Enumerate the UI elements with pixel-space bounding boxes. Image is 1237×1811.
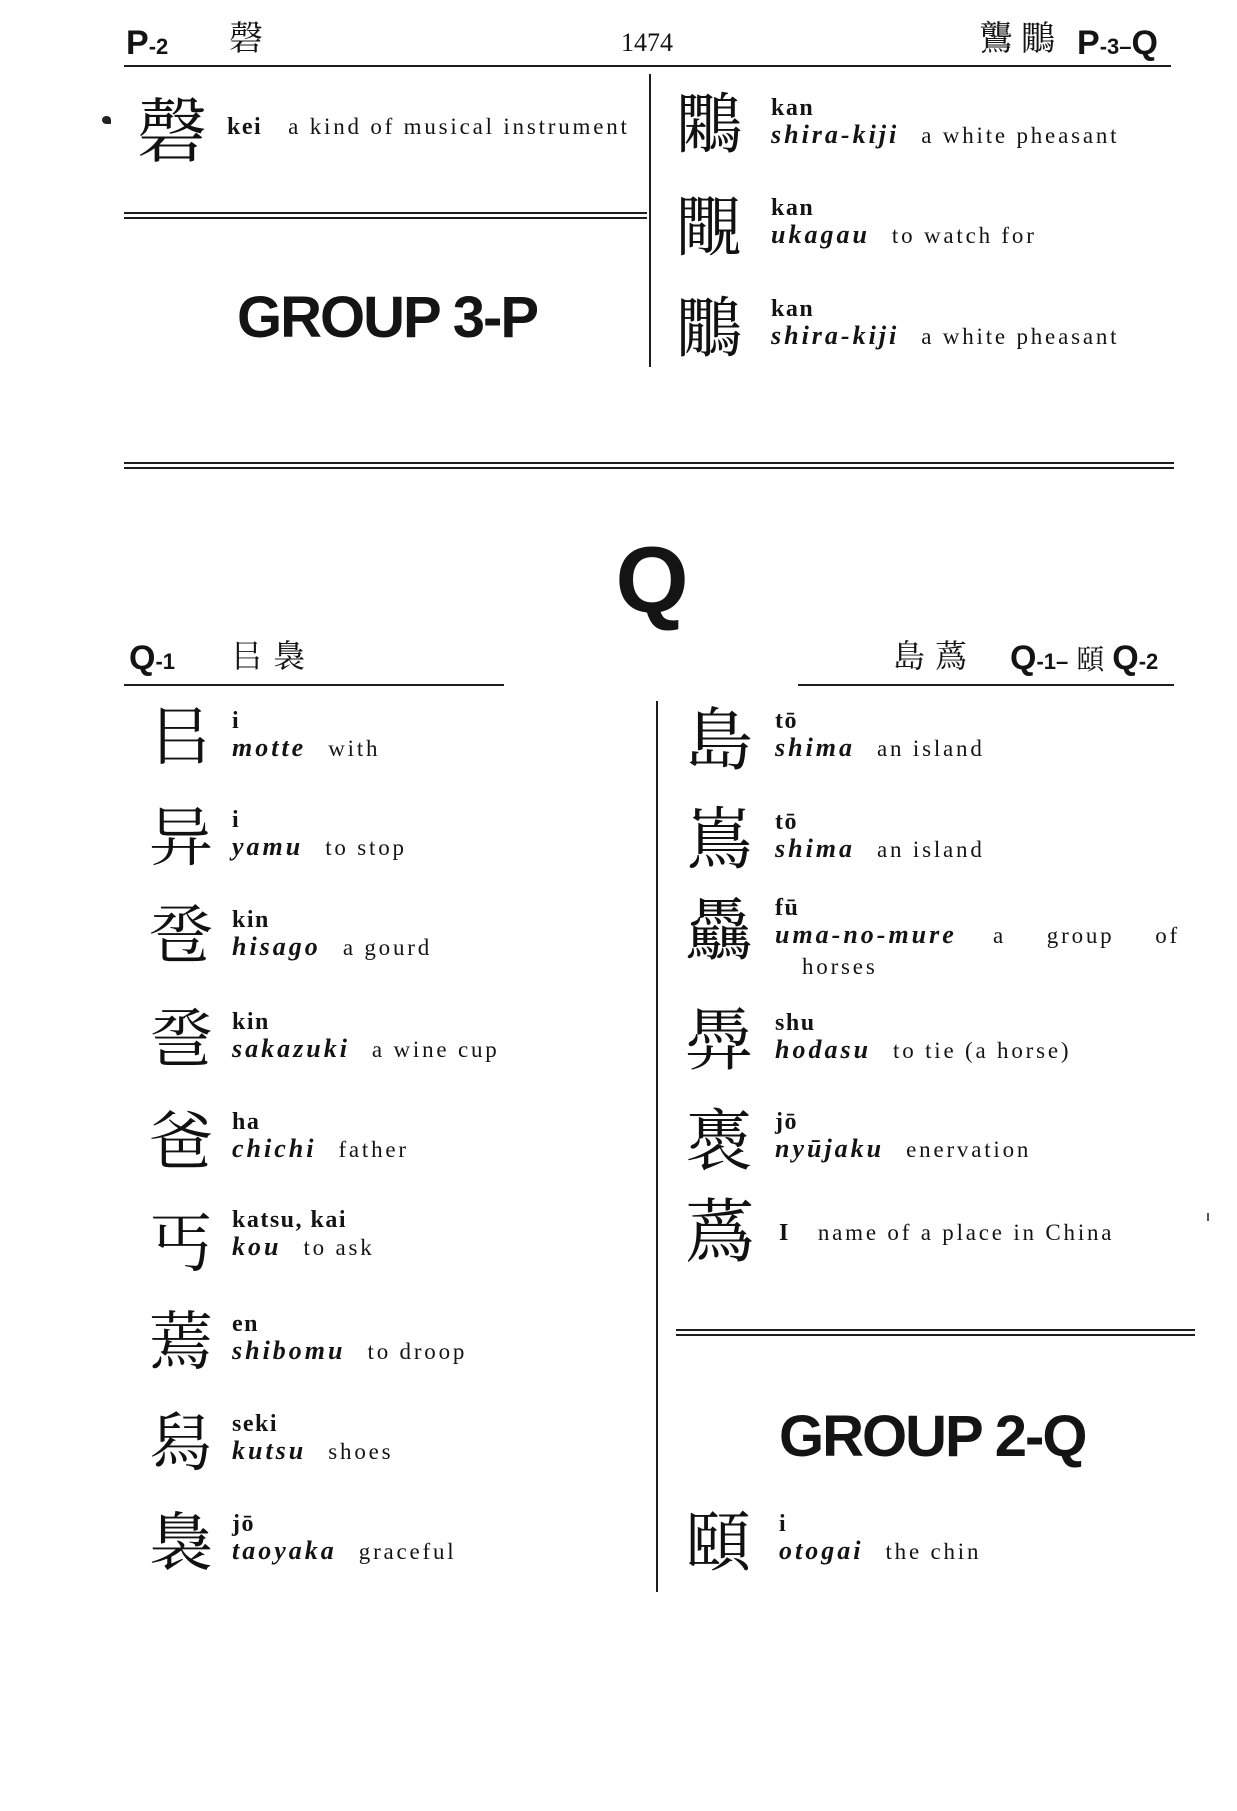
entry-kanji: 丐 <box>149 1208 213 1282</box>
entry-meaning: a gourd <box>342 935 433 960</box>
entry-reading: kin <box>232 1009 270 1035</box>
entry-romaji: chichi <box>232 1134 317 1163</box>
entry-line <box>227 113 630 144</box>
entry-reading: i <box>232 708 241 734</box>
entry-romaji: ukagau <box>771 220 870 249</box>
entry-kanji: 褭 <box>685 1103 754 1182</box>
entry-reading: seki <box>232 1411 279 1437</box>
header-left-code-num: -2 <box>148 34 169 59</box>
double-rule-3p <box>124 212 647 219</box>
q1-left-code-num: -1 <box>155 649 176 674</box>
entry-kanji: 嶌 <box>685 801 754 880</box>
entry-line <box>771 322 1119 354</box>
entry-romaji: taoyaka <box>232 1536 337 1565</box>
entry-reading: ha <box>232 1109 261 1135</box>
entry-kanji: 鷴 <box>676 86 742 163</box>
entry-romaji: kutsu <box>232 1436 307 1465</box>
entry-reading: tō <box>775 708 798 734</box>
entry-romaji: hisago <box>232 932 321 961</box>
entry-right-4 <box>685 1002 1072 1081</box>
entry-line <box>775 1036 1071 1068</box>
q1-right-header-rule <box>798 684 1174 686</box>
entry-meaning: graceful <box>358 1539 457 1564</box>
entry-reading: shu <box>775 1010 816 1036</box>
entry-romaji: uma-no-mure <box>775 920 957 949</box>
q1-left-code-letter: Q <box>129 639 156 677</box>
entry-meaning: to droop <box>367 1339 468 1364</box>
q1-right-code1-letter: Q <box>1010 639 1037 677</box>
entry-line <box>775 921 1180 953</box>
entry-kanji: 裊 <box>149 1507 213 1581</box>
entry-kanji: 异 <box>149 802 213 876</box>
entry-romaji: otogai <box>779 1536 864 1565</box>
entry-meaning-line2: horses <box>802 954 878 979</box>
section-letter: Q <box>615 527 689 632</box>
entry-kanji: 㠯 <box>149 701 213 775</box>
entry-left-6 <box>149 1207 375 1282</box>
entry-romaji: shima <box>775 733 856 762</box>
entry-kanji: 卺 <box>149 900 213 974</box>
q1-right-code2-num: -2 <box>1138 649 1159 674</box>
entry-kanji: 舄 <box>149 1407 213 1481</box>
entry-kei <box>137 91 630 173</box>
group-title-3p: GROUP 3-P <box>237 285 538 350</box>
entry-line <box>232 1135 409 1167</box>
entry-meaning: a white pheasant <box>921 324 1120 349</box>
entry-meaning: to ask <box>303 1235 375 1260</box>
q1-right-code-kanji: 頤 <box>1076 643 1105 676</box>
entry-right-5 <box>685 1103 1032 1182</box>
entry-reading: i <box>232 807 241 833</box>
double-rule-section <box>124 462 1174 469</box>
entry-line <box>771 121 1119 153</box>
entry-reading: jō <box>232 1511 255 1537</box>
header-right-code <box>1077 26 1158 60</box>
entry-kanji: 爸 <box>149 1106 213 1180</box>
margin-mark <box>102 116 111 124</box>
entry-reading: en <box>232 1311 259 1337</box>
entry-kan-2 <box>676 189 1037 266</box>
entry-meaning: a wine cup <box>371 1037 500 1062</box>
entry-left-2 <box>149 802 407 876</box>
column-divider-bottom <box>656 701 658 1592</box>
entry-romaji: yamu <box>232 832 304 861</box>
entry-kanji: 頤 <box>685 1504 751 1581</box>
entry-kanji: 蔿 <box>685 1191 755 1273</box>
entry-line <box>775 835 985 867</box>
entry-reading: kei <box>227 114 263 140</box>
entry-meaning: with <box>328 736 381 761</box>
entry-romaji: hodasu <box>775 1035 872 1064</box>
entry-line <box>232 1337 467 1369</box>
entry-right-2 <box>685 801 985 880</box>
header-right-code-letter2: Q <box>1131 24 1158 62</box>
entry-kanji: 覸 <box>676 189 742 266</box>
q1-right-code1-mid: -1– <box>1036 649 1069 674</box>
q1-left-header-kanji: 㠯 裊 <box>231 637 306 675</box>
entry-meaning: a white pheasant <box>921 123 1120 148</box>
header-left-kanji: 磬 <box>229 19 271 59</box>
entry-romaji: shibomu <box>232 1336 346 1365</box>
entry-romaji: nyūjaku <box>775 1134 885 1163</box>
entry-reading: jō <box>775 1109 798 1135</box>
entry-line <box>232 1437 393 1469</box>
entry-line <box>771 221 1037 253</box>
entry-line <box>775 1135 1031 1167</box>
q1-left-header-rule <box>124 684 504 686</box>
double-rule-2q <box>676 1329 1195 1336</box>
entry-meaning: to stop <box>325 835 407 860</box>
entry-meaning: the chin <box>885 1539 982 1564</box>
entry-reading: kan <box>771 296 815 322</box>
entry-left-5 <box>149 1106 409 1180</box>
entry-romaji: shira-kiji <box>771 120 900 149</box>
entry-left-1 <box>149 701 381 775</box>
entry-left-9 <box>149 1507 457 1581</box>
entry-group2q-1 <box>685 1504 982 1581</box>
entry-kanji: 馵 <box>685 1002 754 1081</box>
entry-meaning: an island <box>877 736 985 761</box>
entry-reading: kan <box>771 95 815 121</box>
entry-left-3 <box>149 900 433 974</box>
group-title-2q: GROUP 2-Q <box>779 1404 1086 1469</box>
header-rule <box>124 65 1171 67</box>
entry-reading: kin <box>232 907 270 933</box>
entry-meaning: an island <box>877 837 985 862</box>
header-right-code-letter1: P <box>1077 24 1100 62</box>
entry-line <box>232 1233 375 1265</box>
entry-line <box>232 833 407 865</box>
entry-kanji: 巹 <box>149 1003 213 1077</box>
entry-meaning: shoes <box>328 1439 394 1464</box>
entry-meaning-line1: a group of <box>993 923 1180 948</box>
entry-reading: fū <box>775 895 800 921</box>
header-right-code-mid: -3– <box>1099 34 1132 59</box>
entry-right-1 <box>685 702 985 781</box>
q1-right-header-kanji: 島 蔿 <box>893 637 968 675</box>
entry-romaji: sakazuki <box>232 1034 350 1063</box>
entry-line <box>779 1219 1114 1250</box>
column-divider-top <box>649 74 651 367</box>
entry-right-6 <box>685 1191 1115 1273</box>
entry-right-3 <box>685 892 1180 984</box>
entry-line <box>232 734 380 766</box>
entry-reading: kan <box>771 195 815 221</box>
entry-meaning: enervation <box>906 1137 1032 1162</box>
entry-kan-1 <box>676 86 1120 163</box>
entry-kanji: 驫 <box>685 892 754 971</box>
entry-kanji: 鷳 <box>676 290 742 367</box>
header-right-kanji: 鸗鷳 <box>979 19 1063 59</box>
entry-left-4 <box>149 1003 500 1077</box>
entry-kanji: 島 <box>685 702 754 781</box>
entry-romaji: motte <box>232 733 307 762</box>
entry-reading: tō <box>775 809 798 835</box>
entry-reading: katsu, kai <box>232 1207 348 1233</box>
entry-line <box>232 1537 457 1569</box>
q1-right-code2-letter: Q <box>1112 639 1139 677</box>
entry-romaji: kou <box>232 1232 282 1261</box>
entry-reading: I <box>779 1220 790 1246</box>
entry-meaning: a kind of musical instrument <box>288 114 630 139</box>
entry-romaji: shima <box>775 834 856 863</box>
page-number: 1474 <box>621 28 673 57</box>
entry-romaji: shira-kiji <box>771 321 900 350</box>
header-left-code <box>126 26 168 60</box>
entry-left-8 <box>149 1407 394 1481</box>
entry-kan-3 <box>676 290 1120 367</box>
entry-line-continued <box>775 953 1180 984</box>
entry-kanji: 蔫 <box>149 1306 213 1380</box>
entry-meaning: name of a place in China <box>817 1220 1115 1245</box>
header-left-code-letter: P <box>126 24 149 62</box>
entry-meaning: father <box>338 1137 409 1162</box>
margin-tick <box>1207 1213 1209 1221</box>
entry-reading: i <box>779 1511 788 1537</box>
entry-line <box>779 1537 981 1569</box>
entry-kanji: 磬 <box>137 91 207 173</box>
entry-line <box>232 933 432 965</box>
q1-left-code <box>129 641 175 675</box>
entry-meaning: to watch for <box>891 223 1037 248</box>
entry-left-7 <box>149 1306 468 1380</box>
entry-meaning: to tie (a horse) <box>893 1038 1072 1063</box>
q1-right-code <box>1010 641 1158 675</box>
entry-line <box>232 1035 500 1067</box>
entry-line <box>775 734 985 766</box>
